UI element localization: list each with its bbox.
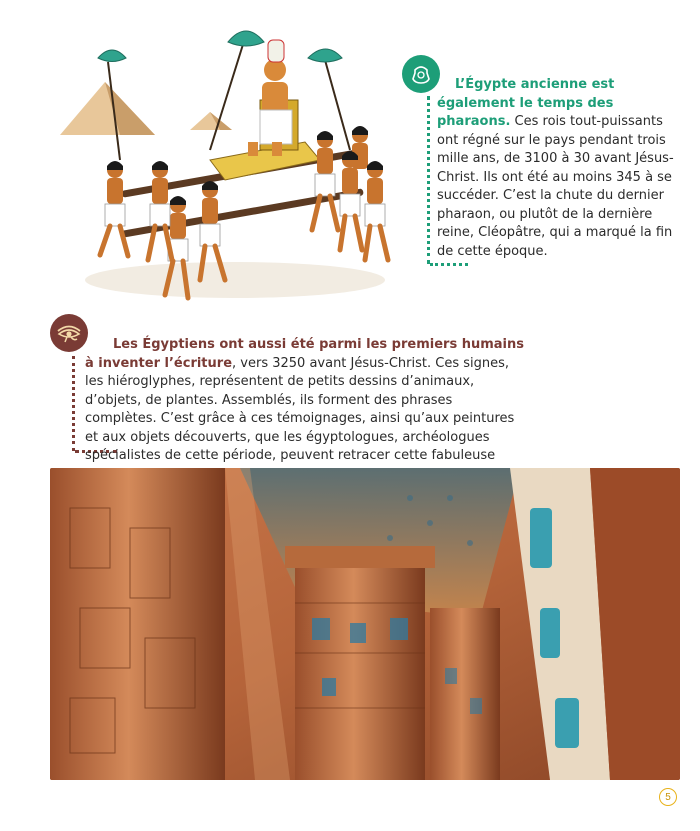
section2-highlight: Les Égyptiens ont aussi été parmi les premiers humains à inventer l’écriture — [85, 337, 524, 371]
section2-text — [85, 336, 525, 484]
section1-dotted-line — [427, 96, 430, 264]
pharaoh-litter-illustration — [60, 10, 405, 310]
section1-dotted-line-end — [430, 263, 468, 266]
eye-of-horus-icon — [50, 314, 88, 352]
section2-dotted-line — [72, 356, 75, 451]
section1-body: Ces rois tout-puissants ont régné sur le pays pendant trois mille ans, de 3100 à 30 avant Jésus-Christ. Ils ont été au moins 345 à se succéder. C’est la chute du dernier pharaon, ou plutôt de la dernière reine, Cléopâtre, qui a marqué la fin de cette époque. — [437, 114, 674, 259]
page-number: 5 — [659, 788, 677, 806]
section1-highlight: L’Égypte ancienne est également le temps des pharaons. — [437, 77, 615, 129]
section2-body: , vers 3250 avant Jésus-Christ. Ces signes, les hiéroglyphes, représentent de petits dessins d’animaux, d’objets, de plantes. Assemblés, ils forment des phrases complètes. C’est grâce à ces témoignages, ainsi qu’aux peintures et aux objets découverts, que les égyptologues, archéologues spécialistes de cette période, peuvent retracer cette fabuleuse — [85, 355, 515, 463]
pharaoh-head-icon — [402, 55, 440, 93]
section1-text — [437, 76, 677, 261]
temple-columns-photo — [50, 468, 680, 780]
